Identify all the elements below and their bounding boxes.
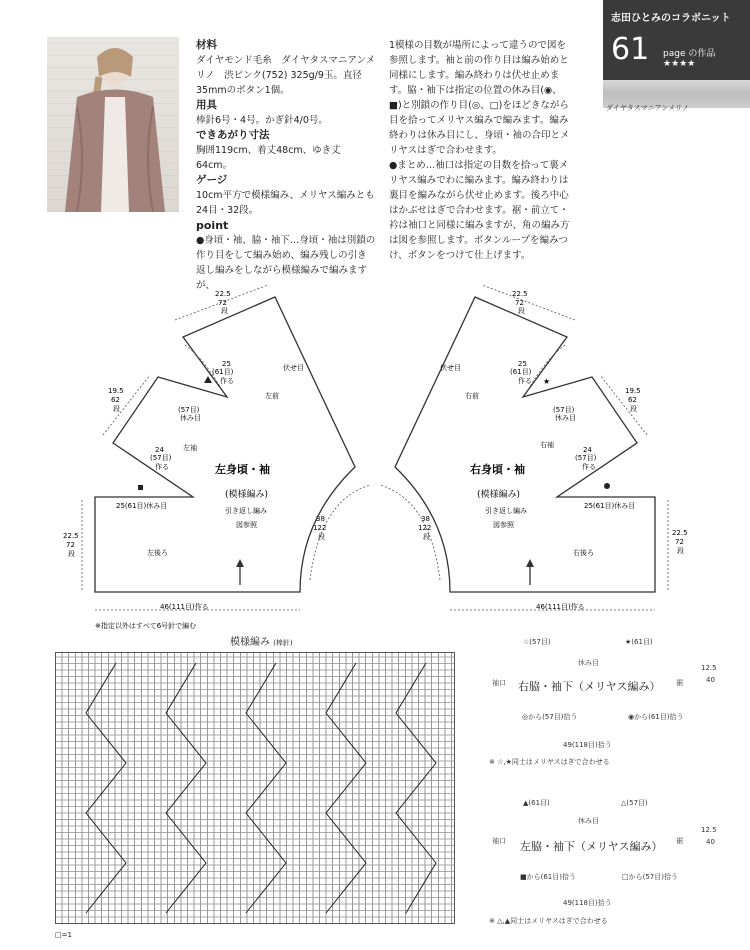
right-made-2: 作る	[582, 463, 596, 471]
rsp-title: 右脇・袖下（メリヤス編み）	[518, 680, 661, 693]
left-sleeve: 左袖	[183, 444, 197, 452]
left-neck-rows: 122	[313, 524, 327, 532]
left-bottom-unit: 段	[68, 550, 75, 558]
lsp-height: 12.5	[701, 826, 717, 834]
left-filled-square-marker	[138, 485, 143, 490]
tools-text: 棒針6号・4号。かぎ針4/0号。	[196, 115, 328, 126]
left-sleeve-lower-st: (57目)	[150, 454, 172, 462]
right-sleeve-lower: 24	[583, 446, 592, 454]
left-filled-triangle-marker	[204, 376, 212, 383]
rsp-rest: 休み目	[578, 659, 599, 667]
gauge-heading: ゲージ	[196, 174, 228, 186]
left-made-2: 作る	[155, 463, 169, 471]
right-side-dim: 19.5	[625, 387, 641, 395]
left-top-rows: 72	[218, 299, 227, 307]
gauge-text: 10cm平方で模様編み、メリヤス編みとも24目・32段。	[196, 190, 375, 216]
right-rest-bottom: 25(61目)休み目	[584, 502, 636, 510]
right-front: 右前	[465, 392, 479, 400]
tools-heading: 用具	[196, 99, 217, 111]
badge-page-number: 61	[611, 32, 650, 67]
rsp-bot-right: ◉から(61目)拾う	[628, 713, 684, 721]
size-text: 胸囲119cm、着丈48cm、ゆき丈64cm。	[196, 145, 341, 171]
right-bind-off: 伏せ目	[440, 364, 461, 372]
lsp-note: ※ △,▲同士はメリヤスはぎで合わせる	[489, 917, 608, 925]
right-side-rows: 62	[628, 396, 637, 404]
right-filled-circle-marker	[604, 483, 610, 489]
left-front: 左前	[265, 392, 279, 400]
right-neck-rows: 122	[418, 524, 432, 532]
right-neck: 38	[421, 515, 430, 523]
lsp-bot-right: □から(57目)拾う	[622, 873, 678, 881]
right-top-unit: 段	[518, 307, 525, 315]
right-star-marker: ★	[543, 377, 551, 386]
lsp-bot-left: ■から(61目)拾う	[520, 873, 576, 881]
left-sleeve-upper: 25	[222, 360, 231, 368]
right-title: 右身頃・袖	[470, 463, 525, 476]
left-sub1: 引き返し編み	[225, 507, 267, 515]
grid-title-sub: (棒針)	[273, 639, 293, 647]
left-top-dim: 22.5	[215, 290, 231, 298]
left-rest2: 休み目	[180, 414, 201, 422]
right-neck-unit: 段	[423, 533, 430, 541]
left-title: 左身頃・袖	[215, 463, 270, 476]
right-made: 作る	[518, 377, 532, 385]
right-sub1: 引き返し編み	[485, 507, 527, 515]
left-back: 左後ろ	[147, 549, 168, 557]
grid-title	[230, 633, 293, 648]
right-side-unit: 段	[630, 405, 637, 413]
lsp-title: 左脇・袖下（メリヤス編み）	[520, 840, 663, 853]
stitch-pattern-grid	[55, 652, 455, 924]
left-rest-bottom: 25(61目)休み目	[116, 502, 168, 510]
rsp-width: 49(118目)拾う	[563, 741, 612, 749]
point-text: ●身頃・袖、脇・袖下…身頃・袖は別鎖の作り目をして編み始め、編み残しの引き返し編みをしながら模様編みで編みますが、	[196, 235, 376, 291]
left-side-rows: 62	[111, 396, 120, 404]
materials-text: ダイヤモンド毛糸 ダイヤタスマニアンメリノ 渋ピンク(752) 325g/9玉。直径35mmのボタン1個。	[196, 55, 376, 96]
point-heading: point	[196, 219, 229, 232]
left-top-unit: 段	[221, 307, 228, 315]
left-width: 46(111目)作る	[160, 603, 209, 611]
lsp-top-right: △(57目)	[621, 799, 648, 807]
rsp-top-right: ★(61目)	[625, 638, 653, 646]
right-sleeve-upper: 25	[518, 360, 527, 368]
left-rest: (57目)	[178, 406, 200, 414]
grid-legend: □=1	[55, 931, 72, 939]
right-top-dim: 22.5	[512, 290, 528, 298]
left-neck: 38	[316, 515, 325, 523]
yarn-label: ダイヤタスマニアンメリノ	[606, 104, 689, 112]
left-bottom-rows: 72	[66, 541, 75, 549]
right-bottom-unit: 段	[677, 547, 684, 555]
badge-title: 志田ひとみのコラボニット	[611, 13, 731, 24]
left-bind-off: 伏せ目	[283, 364, 304, 372]
rsp-height: 12.5	[701, 664, 717, 672]
instructions-text-1: 1模様の目数が場所によって違うので図を参照します。袖と前の作り目は編み始めと同様にします。編み終わりは伏せ止めます。脇・袖下は指定の位置の休み目(◉、■)と別鎖の作り目(◎、□)をほどきながら目を拾ってメリヤス編みで編みます。編み終わりは休み目にし、身頃・袖の合印とメリヤスはぎで合わせます。	[389, 40, 570, 156]
grid-title-main: 模様編み	[230, 637, 270, 648]
right-sleeve-lower-st: (57目)	[575, 454, 597, 462]
rsp-bot-left: ◎から(57目)拾う	[522, 713, 578, 721]
right-sleeve-upper-st: (61目)	[510, 368, 532, 376]
rsp-height-rows: 40	[706, 676, 715, 684]
left-side-unit: 段	[113, 405, 120, 413]
right-back: 右後ろ	[573, 549, 594, 557]
rsp-note: ※ ☆,★同士はメリヤスはぎで合わせる	[489, 758, 610, 766]
left-pattern: (模様編み)	[225, 490, 269, 500]
right-pattern: (模様編み)	[477, 490, 521, 500]
right-bottom-rows: 72	[675, 538, 684, 546]
lsp-hem: 裾	[676, 837, 683, 845]
lsp-rest: 休み目	[578, 817, 599, 825]
left-bottom-dim: 22.5	[63, 532, 79, 540]
lsp-cuff: 袖口	[492, 837, 506, 845]
left-side-dim: 19.5	[108, 387, 124, 395]
right-sub2: 図参照	[493, 521, 514, 529]
right-sleeve: 右袖	[540, 441, 554, 449]
lsp-height-rows: 40	[706, 838, 715, 846]
right-rest: (57目)	[553, 406, 575, 414]
needle-note: ※指定以外はすべて6号針で編む	[95, 622, 197, 630]
right-bottom-dim: 22.5	[672, 529, 688, 537]
left-sub2: 図参照	[236, 521, 257, 529]
left-sleeve-upper-st: (61目)	[212, 368, 234, 376]
rsp-top-left: ☆(57目)	[523, 638, 551, 646]
lsp-top-left: ▲(61目)	[523, 799, 550, 807]
right-top-rows: 72	[515, 299, 524, 307]
left-neck-unit: 段	[318, 533, 325, 541]
right-rest2: 休み目	[555, 414, 576, 422]
left-sleeve-lower: 24	[155, 446, 164, 454]
right-width: 46(111目)作る	[536, 603, 585, 611]
materials-heading: 材料	[196, 39, 217, 51]
badge-page-suffix: page の作品 ★★★★	[663, 49, 716, 69]
left-made: 作る	[220, 377, 234, 385]
size-heading: できあがり寸法	[196, 129, 270, 141]
rsp-hem: 裾	[676, 679, 683, 687]
rsp-cuff: 袖口	[492, 679, 506, 687]
instructions-text-2: ●まとめ…袖口は指定の目数を拾って裏メリヤス編みでわに編みます。編み終わりは裏目を編みながら伏せ止めます。後ろ中心はかぶせはぎで合わせます。裾・前立て・衿は袖口と同様に編みますが、角の編み方は図を参照します。ボタンループを編みつけ、ボタンをつけて仕上げます。	[389, 160, 570, 261]
lsp-width: 49(118目)拾う	[563, 899, 612, 907]
